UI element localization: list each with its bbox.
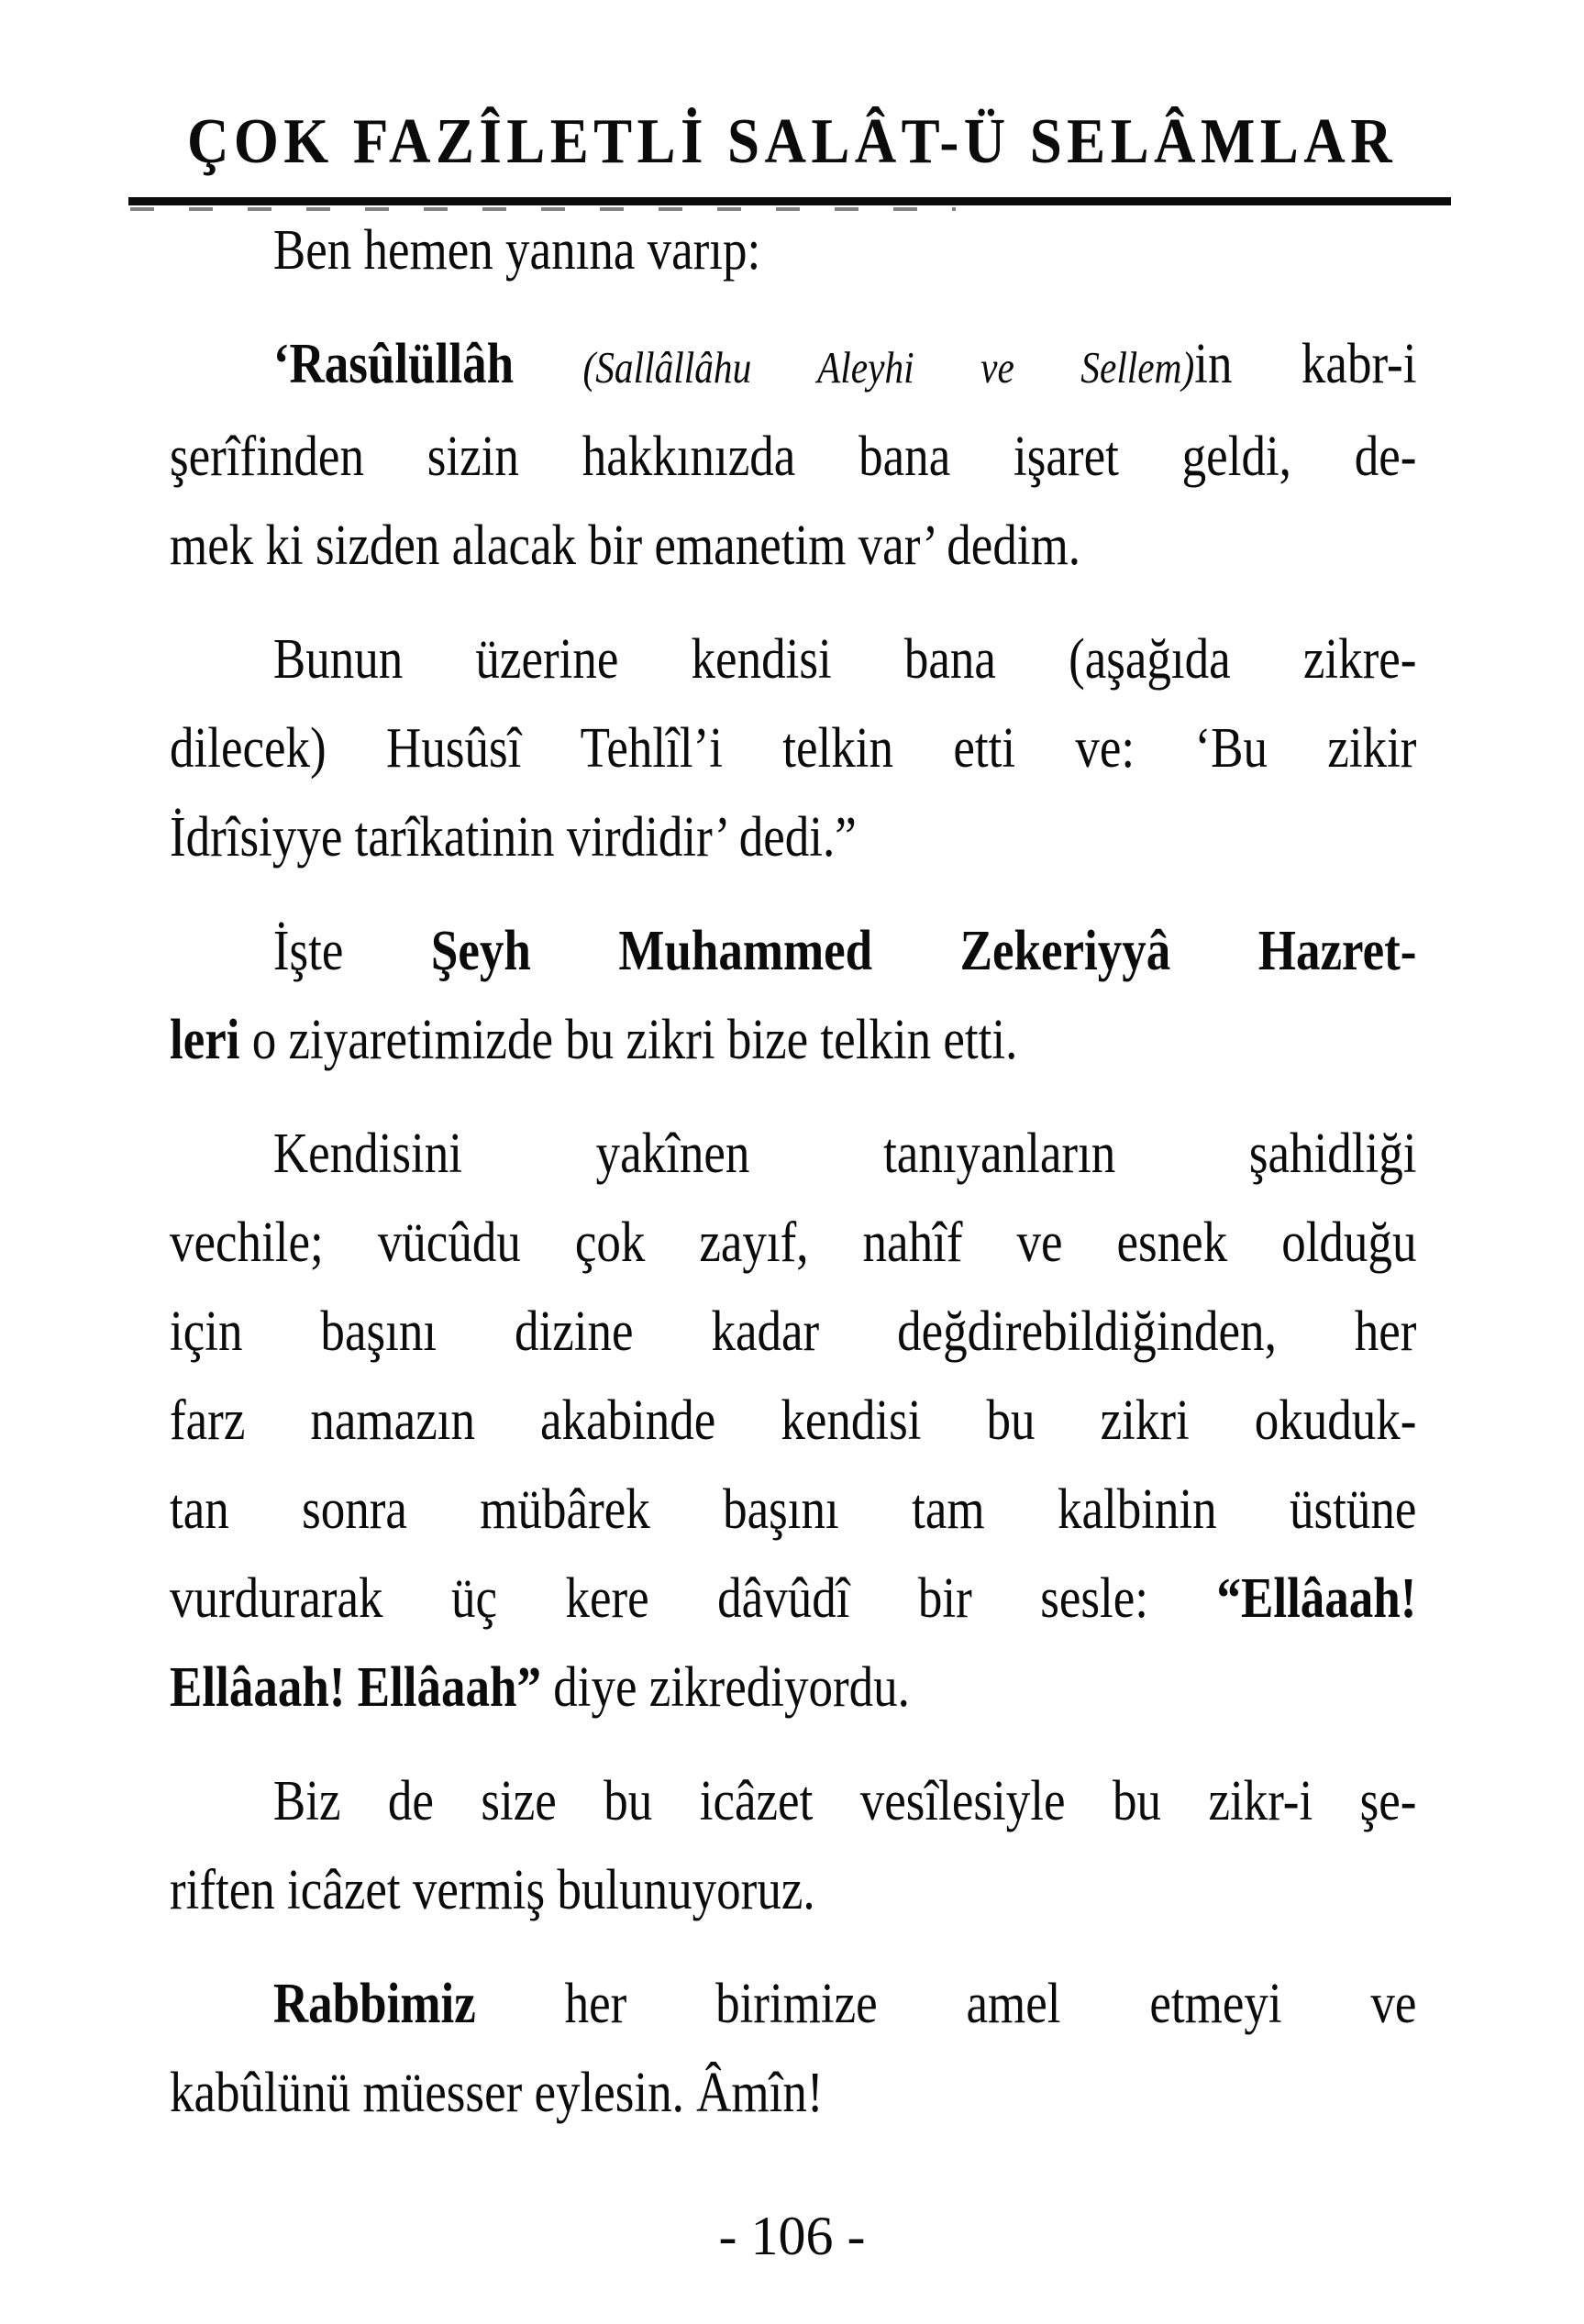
paragraph	[170, 1757, 1416, 1935]
paragraph	[170, 615, 1416, 882]
text-line	[170, 1643, 1416, 1732]
text-line	[170, 320, 1416, 413]
text-line	[170, 1288, 1416, 1377]
paragraph	[170, 320, 1416, 591]
text-line	[170, 793, 1416, 882]
bold-text: Şeyh Muhammed Zekeriyyâ Hazret-	[430, 920, 1417, 982]
paragraph	[170, 1110, 1416, 1732]
body-text: Bunun üzerine kendisi bana (aşağıda zikre-	[272, 628, 1417, 691]
text-line	[170, 1377, 1416, 1466]
body-text: Biz de size bu icâzet vesîlesiyle bu zikr-i şe-	[272, 1770, 1417, 1832]
body-text: o ziyaretimizde bu zikri bize telkin etti.	[251, 1009, 1018, 1071]
body-text: şerîfinden sizin hakkınızda bana işaret geldi, de-	[170, 426, 1417, 488]
chapter-title: ÇOK FAZÎLETLİ SALÂT-Ü SELÂMLAR	[186, 106, 1398, 177]
header-rule	[128, 197, 1451, 205]
text-line	[170, 413, 1416, 502]
text-line	[170, 1555, 1416, 1643]
bold-text: leri	[170, 1009, 252, 1071]
text-line	[170, 502, 1416, 591]
body-text: dilecek) Husûsî Tehlîl’i telkin etti ve: ‘Bu zikir	[170, 717, 1417, 780]
text-line	[170, 907, 1416, 996]
bold-text: ‘Rasûlüllâh	[272, 333, 583, 395]
body-text: vurdurarak üç kere dâvûdî bir sesle:	[170, 1567, 1217, 1630]
text-line	[170, 206, 1416, 295]
body-text: İşte	[272, 920, 431, 982]
page-body	[170, 206, 1416, 2163]
text-line	[170, 1846, 1416, 1935]
body-text: riften icâzet vermiş bulunuyoruz.	[170, 1859, 815, 1921]
body-text: Ben hemen yanına varıp:	[272, 219, 761, 282]
text-line	[170, 704, 1416, 793]
paragraph	[170, 206, 1416, 295]
page-number: - 106 -	[718, 2206, 866, 2266]
text-line	[170, 1960, 1416, 2049]
paragraph	[170, 907, 1416, 1085]
body-text: her birimize amel etmeyi ve	[475, 1973, 1417, 2035]
bold-text: Rabbimiz	[272, 1973, 476, 2035]
page-footer	[0, 2206, 1584, 2266]
body-text: tan sonra mübârek başını tam kalbinin üstüne	[170, 1478, 1417, 1541]
body-text: farz namazın akabinde kendisi bu zikri okuduk-	[170, 1389, 1417, 1452]
text-line	[170, 1757, 1416, 1846]
text-line	[170, 2049, 1416, 2138]
text-line	[170, 1466, 1416, 1555]
body-text: İdrîsiyye tarîkatinin virdidir’ dedi.”	[170, 806, 857, 869]
body-text: Kendisini yakînen tanıyanların şahidliği	[272, 1123, 1417, 1185]
text-line	[170, 1199, 1416, 1288]
text-line	[170, 615, 1416, 704]
body-text: için başını dizine kadar değdirebildiğinden, her	[170, 1300, 1417, 1363]
italic-annotation: (Sallâllâhu Aleyhi ve Sellem)	[582, 344, 1195, 393]
body-text: diye zikrediyordu.	[541, 1656, 910, 1719]
body-text: vechile; vücûdu çok zayıf, nahîf ve esnek olduğu	[170, 1212, 1417, 1274]
body-text: mek ki sizden alacak bir emanetim var’ dedim.	[170, 515, 1081, 577]
text-line	[170, 1110, 1416, 1199]
bold-text: Ellâaah! Ellâaah”	[170, 1656, 542, 1719]
text-line	[170, 996, 1416, 1085]
body-text: in kabr-i	[1194, 333, 1417, 395]
page-header	[79, 106, 1504, 177]
bold-text: “Ellâaah!	[1216, 1567, 1417, 1630]
paragraph	[170, 1960, 1416, 2138]
body-text: kabûlünü müesser eylesin. Âmîn!	[170, 2062, 824, 2124]
